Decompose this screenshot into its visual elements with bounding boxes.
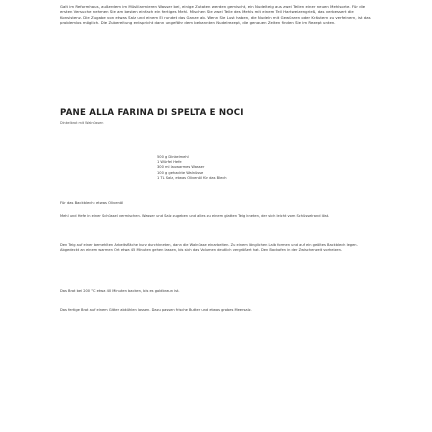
- ingredient-item: 300 ml lauwarmes Wasser: [157, 165, 205, 170]
- method-paragraph: Mehl und Hefe in einer Schüssel vermischen. Wasser und Salz zugeben und alles zu einem glatten Teig kneten, der sich leicht vom Schüsselrand löst.: [60, 214, 330, 218]
- ingredient-item: 1 TL Salz, etwas Olivenöl für das Blech: [157, 175, 227, 180]
- recipe-subtitle: Dinkelbrot mit Walnüssen: [60, 121, 104, 125]
- recipe-title: PANE ALLA FARINA DI SPELTA E NOCI: [60, 108, 244, 118]
- method-paragraph: Den Teig auf einer bemehlten Arbeitsfläche kurz durchkneten, dann die Walnüsse einarbeiten. Zu einem länglichen Laib formen und auf ein geöltes Backblech legen. Abgedeckt an einem warmen Ort etwa 45 Minuten gehen lassen, bis sich das Volumen deutlich vergrößert hat. Den Backofen in der Zwischenzeit vorheizen.: [60, 243, 358, 253]
- method-heading: Für das Backblech: etwas Olivenöl: [60, 201, 124, 205]
- method-paragraph: Das Brot bei 200 °C etwa 40 Minuten backen, bis es goldbraun ist.: [60, 289, 180, 293]
- intro-text: Galt im Reformhaus, außerdem im Müslilarmieren Wasser bei, einige Zutaten werden gemischt, ein Nudelteig aus zwei Teilen einer neuen Mehlsorte. Für die ersten Versuche nehmen Sie am besten einfach ein fertiges Mehl. Mischen Sie zwei Teile des Mehls mit einem Teil Hartweizengrieß, das verbessert die Konsistenz. Die Zugabe von etwas Salz und einem Ei rundet das Ganze ab. Wenn Sie Lust haben, die Nudeln mit Gewürzen oder Kräutern zu verfeinern, ist das problemlos möglich. Die Zubereitung entspricht dann ungefähr dem bekannten Nudelrezept, die genauen Zeiten finden Sie im Rezept unten.: [60, 4, 371, 25]
- ingredient-item: 500 g Dinkelmehl: [157, 155, 189, 159]
- ingredient-item: 1 Würfel Hefe: [157, 160, 182, 165]
- ingredient-item: 100 g gehackte Walnüsse: [157, 170, 204, 175]
- ingredient-list: [157, 155, 357, 181]
- method-paragraph: Das fertige Brot auf einem Gitter abkühlen lassen. Dazu passen frische Butter und etwas grobes Meersalz.: [60, 308, 252, 312]
